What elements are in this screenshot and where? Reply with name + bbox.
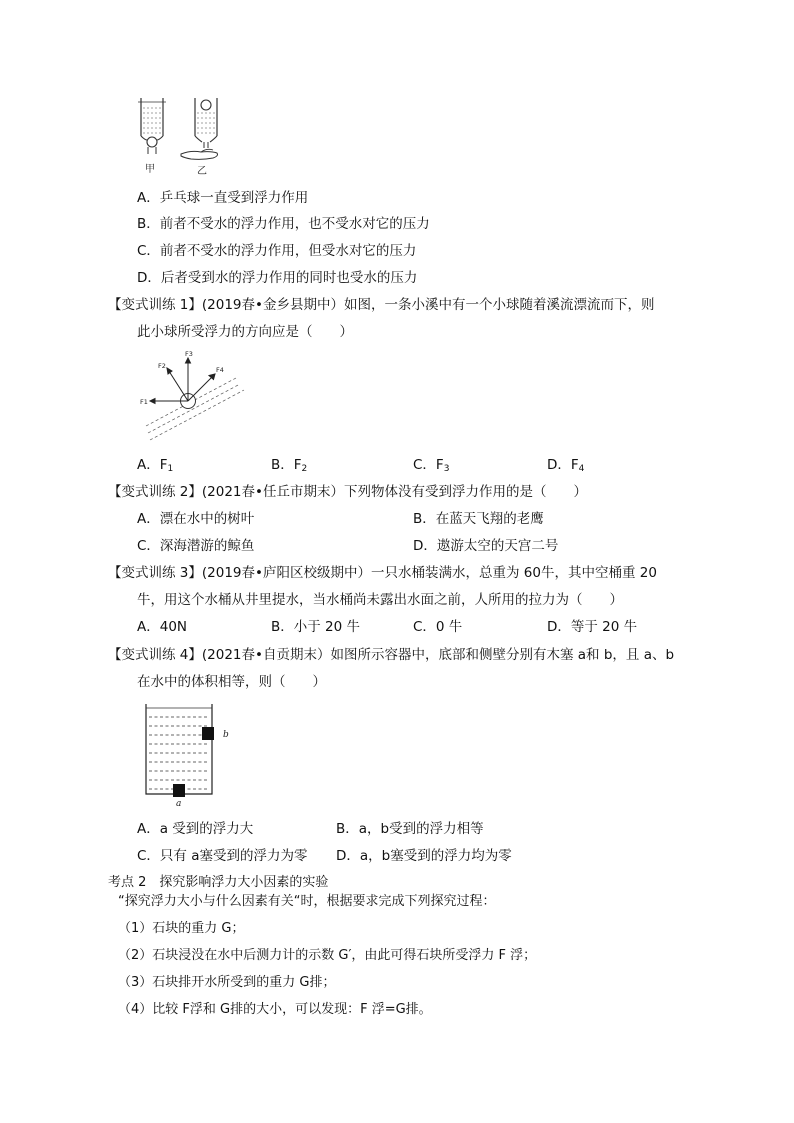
section-intro: “探究浮力大小与什么因素有关“时，根据要求完成下列探究过程： <box>118 894 496 909</box>
step-1: （1）石块的重力 G； <box>118 921 245 936</box>
figure-label-b: b <box>223 730 229 740</box>
step-2: （2）石块浸没在水中后测力计的示数 G′，由此可得石块所受浮力 F 浮； <box>118 948 537 963</box>
step-3: （3）石块排开水所受到的重力 G排； <box>118 975 336 990</box>
question-2-tag: 【变式训练 2】 <box>108 484 202 500</box>
question-4-tag: 【变式训练 4】 <box>108 647 202 663</box>
option-c-f3 <box>413 456 449 478</box>
figure-label-f1: F1 <box>140 398 148 406</box>
question-2-line1 <box>108 483 587 501</box>
option-b-subscript: 2 <box>301 464 308 474</box>
question-3-line2: 牛，用这个水桶从井里提水，当水桶尚未露出水面之前，人所用的拉力为（ ） <box>137 592 623 608</box>
figure-label-f2: F2 <box>158 362 166 370</box>
question-4-line2: 在水中的体积相等，则（ ） <box>137 674 326 690</box>
option-b-text: B．F <box>271 457 302 473</box>
option-b: B．小于 20 牛 <box>271 619 361 635</box>
option-d-f4 <box>547 456 584 478</box>
question-1-line1 <box>108 296 654 314</box>
option-d-text: D．F <box>547 457 579 473</box>
option-b: B．a，b受到的浮力相等 <box>336 821 484 837</box>
option-d: D．等于 20 牛 <box>547 619 638 635</box>
question-4-text: (2021春•自贡期末）如图所示容器中，底部和侧壁分别有木塞 a和 b，且 a、b <box>201 647 675 663</box>
option-a-f1 <box>137 456 173 478</box>
option-d: D．遨游太空的天宫二号 <box>413 538 559 554</box>
stopper-b <box>202 727 214 740</box>
figure-container-stoppers <box>142 700 242 808</box>
question-3-tag: 【变式训练 3】 <box>108 565 202 581</box>
option-a-text: A．F <box>137 457 168 473</box>
option-d: D．a，b塞受到的浮力均为零 <box>336 848 512 864</box>
figure-stream-forces <box>140 350 245 442</box>
option-a: A．a 受到的浮力大 <box>137 821 254 837</box>
stopper-a <box>173 784 185 797</box>
question-3-text: (2019春•庐阳区校级期中）一只水桶装满水，总重为 60牛，其中空桶重 20 <box>201 565 657 581</box>
question-1-text: (2019春•金乡县期中）如图，一条小溪中有一个小球随着溪流漂流而下，则 <box>201 297 655 313</box>
option-c: C．0 牛 <box>413 619 463 635</box>
figure-funnel-experiment <box>135 96 225 178</box>
step-4: （4）比较 F浮和 G排的大小，可以发现：F 浮=G排。 <box>118 1002 432 1017</box>
figure-label-jia: 甲 <box>145 164 155 175</box>
figure-label-a: a <box>176 799 182 809</box>
option-c-text: C．F <box>413 457 444 473</box>
figure-label-f4: F4 <box>216 366 224 374</box>
option-a: A．漂在水中的树叶 <box>137 511 255 527</box>
option-a: A．乒乓球一直受到浮力作用 <box>137 190 309 206</box>
figure-label-yi: 乙 <box>197 166 207 177</box>
option-c-subscript: 3 <box>443 464 450 474</box>
option-c: C．前者不受水的浮力作用，但受水对它的压力 <box>137 243 417 259</box>
option-a-subscript: 1 <box>167 464 174 474</box>
option-b: B．前者不受水的浮力作用，也不受水对它的压力 <box>137 216 430 232</box>
question-3-line1 <box>108 564 657 582</box>
option-a: A．40N <box>137 619 188 635</box>
question-2-text: (2021春•任丘市期末）下列物体没有受到浮力作用的是（ ） <box>201 484 587 500</box>
option-b: B．在蓝天飞翔的老鹰 <box>413 511 544 527</box>
section-title: 考点 2 探究影响浮力大小因素的实验 <box>108 875 329 890</box>
question-1-line2: 此小球所受浮力的方向应是（ ） <box>137 324 353 340</box>
figure-label-f3: F3 <box>185 350 193 358</box>
question-1-tag: 【变式训练 1】 <box>108 297 202 313</box>
question-4-line1 <box>108 646 674 664</box>
option-c: C．深海潜游的鲸鱼 <box>137 538 255 554</box>
option-c: C．只有 a塞受到的浮力为零 <box>137 848 308 864</box>
option-d: D．后者受到水的浮力作用的同时也受水的压力 <box>137 270 418 286</box>
option-b-f2 <box>271 456 307 478</box>
option-d-subscript: 4 <box>578 464 585 474</box>
